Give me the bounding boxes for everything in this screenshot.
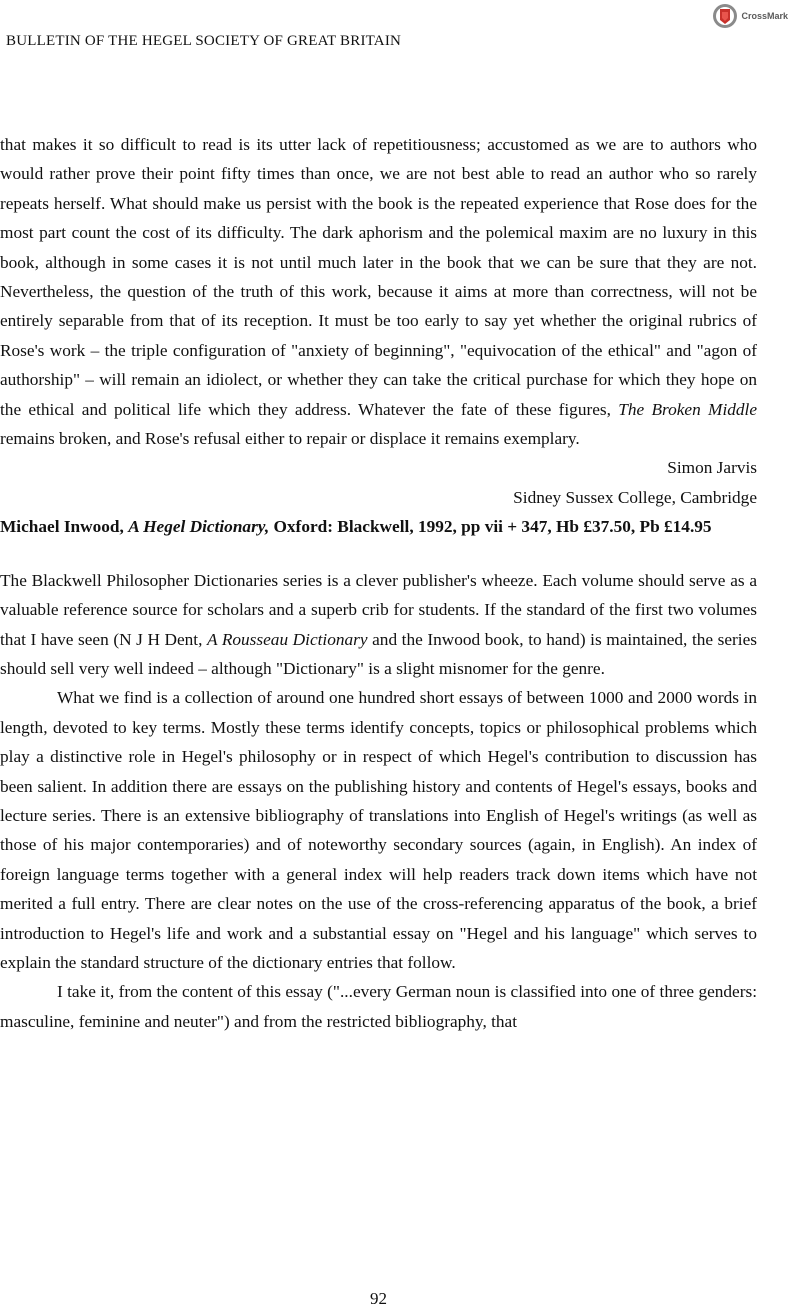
page-body xyxy=(0,130,757,1036)
review-heading-author: Michael Inwood, xyxy=(0,517,129,537)
review1-text-after: remains broken, and Rose's refusal either to repair or displace it remains exemplary. xyxy=(0,429,580,449)
reviewer-name: Simon Jarvis xyxy=(667,458,757,478)
review2-p1-after: and the Inwood book, to hand) is maintained, the series should sell very well indeed – although "Dictionary" is a slight misnomer for the genre. xyxy=(0,629,757,678)
review2-paragraph-2: What we find is a collection of around one hundred short essays of between 1000 and 2000 words in length, devoted to key terms. Mostly these terms identify concepts, topics or philosophical problems which play a distinctive role in Hegel's philosophy or in respect of which Hegel's contribution to discussion has been salient. In addition there are essays on the publishing history and contents of Hegel's essays, books and lecture series. There is an extensive bibliography of translations into English of Hegel's writings (as well as those of his major contemporaries) and of noteworthy secondary sources (again, in English). An index of foreign language terms together with a general index will help readers track down items which have not merited a full entry. There are clear notes on the use of the cross-referencing apparatus of the book, a brief introduction to Hegel's life and work and a substantial essay on "Hegel and his language" which serves to explain the standard structure of the dictionary entries that follow. xyxy=(0,688,757,972)
crossmark-label: CrossMark xyxy=(741,11,788,21)
review1-paragraph xyxy=(0,130,757,453)
page-number: 92 xyxy=(370,1289,387,1308)
book-title-rousseau-dictionary: A Rousseau Dictionary xyxy=(207,629,368,649)
crossmark-icon xyxy=(712,3,738,29)
journal-running-head: BULLETIN OF THE HEGEL SOCIETY OF GREAT BRITAIN xyxy=(6,33,402,49)
review2-paragraph-3: I take it, from the content of this essay ("...every German noun is classified into one of three genders: masculine, feminine and neuter") and from the restricted bibliography, that xyxy=(0,982,757,1031)
review2-paragraph-1 xyxy=(0,566,757,684)
review-heading xyxy=(0,512,757,541)
review2-p1-before: The Blackwell Philosopher Dictionaries series is a clever publisher's wheeze. Each volume should serve as a valuable reference source for scholars and a superb crib for students. If the standard of the first two volumes that I have seen (N J H Dent, xyxy=(0,570,757,649)
book-title-broken-middle: The Broken Middle xyxy=(618,399,757,419)
reviewer-affiliation: Sidney Sussex College, Cambridge xyxy=(513,487,757,507)
review1-text-before: that makes it so difficult to read is its utter lack of repetitiousness; accustomed as we are to authors who would rather prove their point fifty times than once, we are not best able to read an author who so rarely repeats herself. What should make us persist with the book is the repeated experience that Rose does for the most part count the cost of its difficulty. The dark aphorism and the polemical maxim are no luxury in this book, although in some cases it is not until much later in the book that we can be sure that they are not. Nevertheless, the question of the truth of this work, because it aims at more than correctness, will not be entirely separable from that of its reception. It must be too early to say yet whether the original rubrics of Rose's work – the triple configuration of "anxiety of beginning", "equivocation of the ethical" and "agon of authorship" – will remain an idiolect, or whether they can take the critical purchase for which they hope on the ethical and political life which they address. Whatever the fate of these figures, xyxy=(0,135,757,419)
review-heading-title: A Hegel Dictionary, xyxy=(128,517,270,537)
review-heading-details: Oxford: Blackwell, 1992, pp vii + 347, Hb £37.50, Pb £14.95 xyxy=(269,517,712,537)
reviewer-signature xyxy=(0,453,757,512)
crossmark-badge[interactable] xyxy=(712,3,788,29)
